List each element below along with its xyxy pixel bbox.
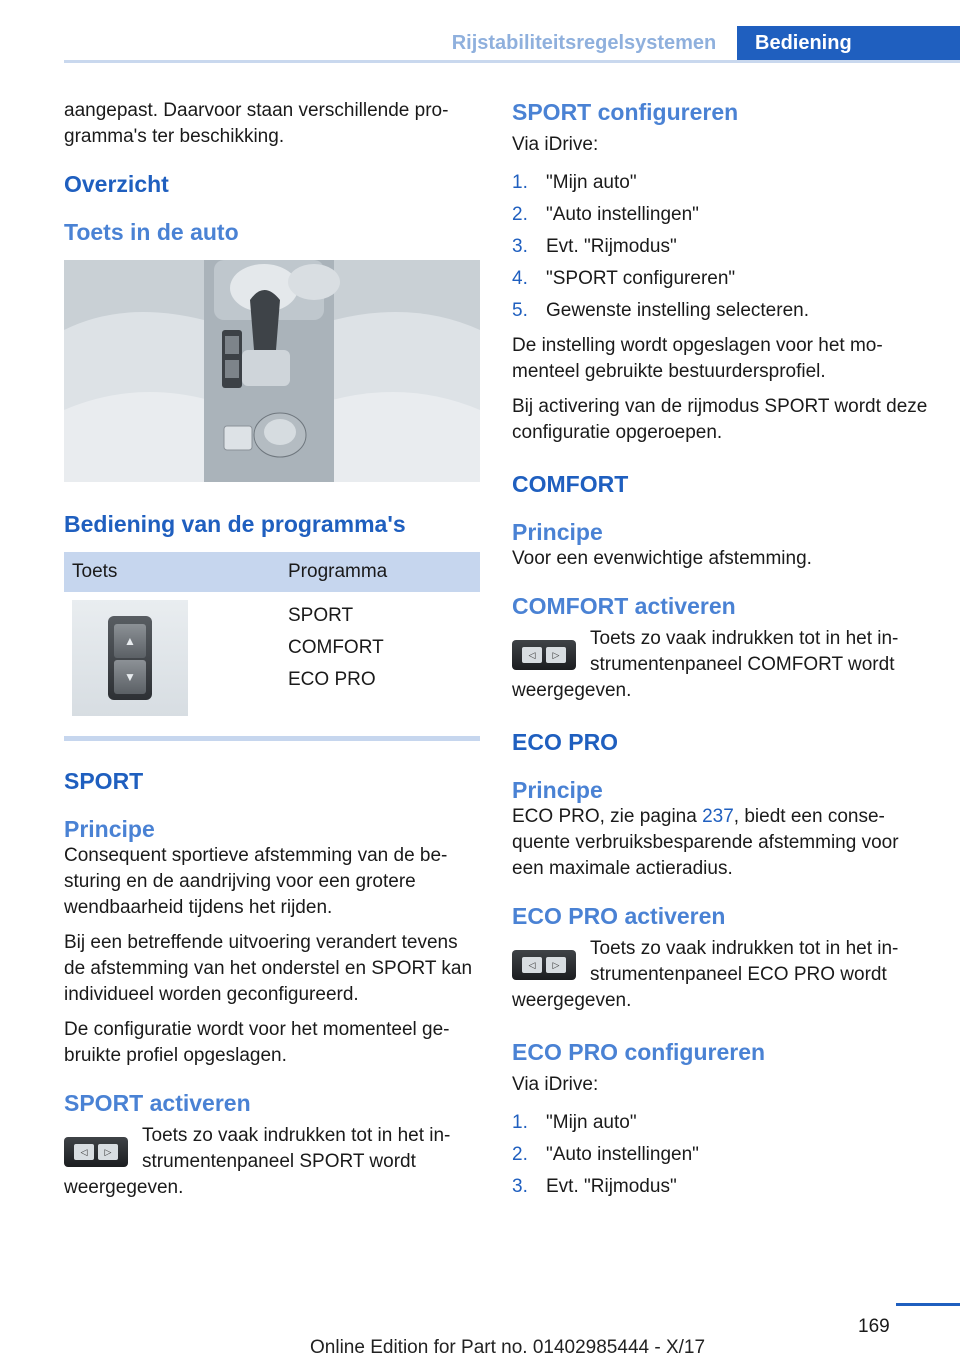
comfort-text: Voor een evenwichtige afstemming. [512,548,812,569]
edition-footer: Online Edition for Part no. 01402985444 - X/17 [310,1337,706,1358]
left-column [64,98,482,1201]
heading-eco-pro: ECO PRO [512,729,619,755]
sport-activate-text-end: weergegeven. [64,1177,184,1198]
config-text-1: De instelling wordt opgeslagen voor het mo-menteel gebruikte bestuurdersprofiel. [512,335,883,382]
table-row [64,592,480,724]
heading-toets-in-de-auto: Toets in de auto [64,219,239,245]
drive-mode-button-icon: ◁ ▷ [512,640,576,670]
eco-activate-instruction [512,936,930,1014]
sport-text-1: Consequent sportieve afstemming van de be-sturing en de aandrijving voor een grotere wendbaarheid tijdens het rijden. [64,845,448,918]
eco-activate-text-end: weergegeven. [512,990,632,1011]
heading-eco-pro-activeren: ECO PRO activeren [512,903,726,929]
heading-comfort-activeren: COMFORT activeren [512,593,736,619]
page-number: 169 [858,1316,890,1337]
drive-mode-button-icon: ◁ ▷ [512,950,576,980]
header-rule [64,60,960,63]
sport-activate-text: Toets zo vaak indrukken tot in het in-strumentenpaneel SPORT wordt [142,1125,451,1172]
center-console-photo [64,260,480,482]
table-bottom-rule [64,736,480,741]
program-eco-pro: ECO PRO [288,669,376,690]
heading-eco-pro-configureren: ECO PRO configureren [512,1039,766,1065]
eco-activate-text: Toets zo vaak indrukken tot in het in-strumentenpaneel ECO PRO wordt [590,938,899,985]
list-item: 3. Evt. "Rijmodus" [512,236,677,257]
comfort-activate-instruction [512,626,930,704]
list-item: 2. "Auto instellingen" [512,204,699,225]
heading-sport: SPORT [64,768,144,794]
arrow-up-icon: ▲ [114,624,146,658]
header-chapter-tab: Bediening [737,26,960,62]
list-item: 3. Evt. "Rijmodus" [512,1176,677,1197]
via-idrive-label-2: Via iDrive: [512,1074,599,1095]
program-comfort: COMFORT [288,637,384,658]
col-programma: Programma [280,552,480,592]
program-table [64,552,480,724]
heading-overzicht: Overzicht [64,171,169,197]
heading-principe-sport: Principe [64,816,155,842]
heading-sport-activeren: SPORT activeren [64,1090,251,1116]
sport-text-3: De configuratie wordt voor het momenteel ge-bruikte profiel opgeslagen. [64,1019,450,1066]
via-idrive-label: Via iDrive: [512,134,599,155]
list-item: 5. Gewenste instelling selecteren. [512,300,809,321]
list-item: 4. "SPORT configureren" [512,268,736,289]
program-sport: SPORT [288,605,354,626]
right-column [512,98,930,1209]
col-toets: Toets [64,552,280,592]
intro-text: aangepast. Daarvoor staan verschillende pro-gramma's ter beschikking. [64,100,449,147]
sport-text-2: Bij een betreffende uitvoering verandert tevens de afstemming van het onderstel en SPORT kan individueel worden geconfigureerd. [64,932,473,1005]
heading-bediening-programmas: Bediening van de programma's [64,511,406,537]
heading-principe-comfort: Principe [512,519,603,545]
comfort-activate-text: Toets zo vaak indrukken tot in het in-strumentenpaneel COMFORT wordt [590,628,899,675]
sport-activate-instruction [64,1123,482,1201]
program-table-header [64,552,480,592]
heading-sport-configureren: SPORT configureren [512,99,739,125]
list-item: 2. "Auto instellingen" [512,1144,699,1165]
eco-config-steps [512,1107,930,1203]
sport-config-steps [512,167,930,327]
config-text-2: Bij activering van de rijmodus SPORT wordt deze configuratie opgeroepen. [512,396,928,443]
list-item: 1. "Mijn auto" [512,172,637,193]
list-item: 1. "Mijn auto" [512,1112,637,1133]
eco-text: ECO PRO, zie pagina 237, biedt een conse-quente verbruiksbesparende afstemming voor een maximale actieradius. [512,806,899,879]
heading-principe-eco: Principe [512,777,603,803]
drive-mode-switch-image [72,600,188,716]
drive-mode-button-icon: ◁ ▷ [64,1137,128,1167]
heading-comfort: COMFORT [512,471,629,497]
page-reference-link[interactable]: 237 [702,806,734,827]
footer-rule [896,1303,960,1306]
arrow-down-icon: ▼ [114,660,146,694]
comfort-activate-text-end: weergegeven. [512,680,632,701]
header-section-title: Rijstabiliteitsregelsystemen [451,32,717,54]
center-console-illustration [64,260,480,482]
